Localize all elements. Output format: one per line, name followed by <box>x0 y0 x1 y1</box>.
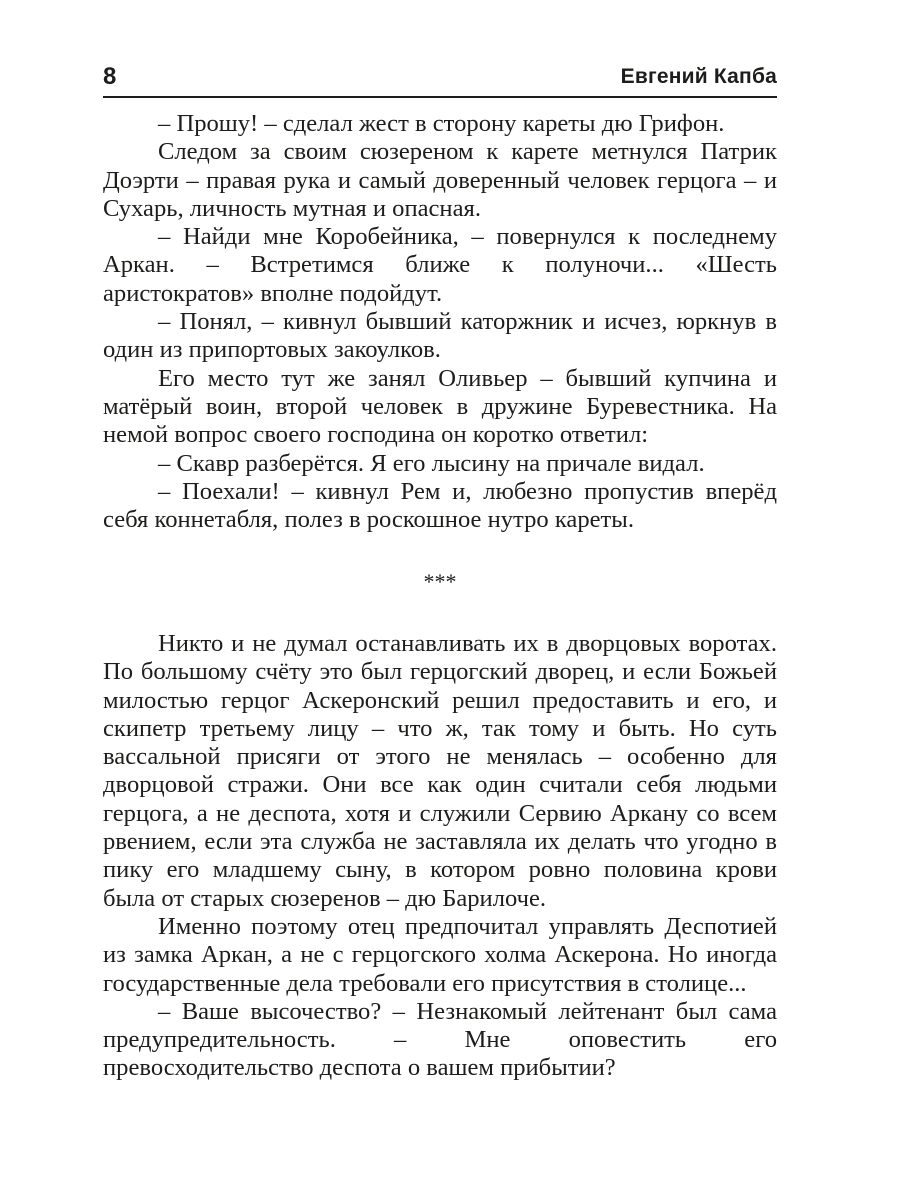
paragraph: Именно поэтому отец предпочитал управлять Деспотией из замка Аркан, а не с герцогского холма Аскерона. Но иногда государственные дела требовали его присутствия в столице... <box>103 912 777 997</box>
paragraph: – Поехали! – кивнул Рем и, любезно пропустив вперёд себя коннетабля, полез в роскошное нутро кареты. <box>103 477 777 534</box>
paragraph: – Ваше высочество? – Незнакомый лейтенант был сама предупредительность. – Мне оповестить его превосходительство деспота о вашем прибытии? <box>103 997 777 1082</box>
paragraph: – Понял, – кивнул бывший каторжник и исчез, юркнув в один из припортовых закоулков. <box>103 308 777 364</box>
text-section-2 <box>103 630 777 1083</box>
paragraph: – Прошу! – сделал жест в сторону кареты дю Грифон. <box>158 110 725 137</box>
page-header <box>103 62 777 98</box>
paragraph: – Найди мне Коробейника, – повернулся к последнему Аркан. – Встретимся ближе к полуночи... «Шесть аристократов» вполне подойдут. <box>103 223 777 307</box>
section-separator: *** <box>423 569 457 594</box>
page-number: 8 <box>103 63 117 90</box>
paragraph: Следом за своим сюзереном к карете метнулся Патрик Доэрти – правая рука и самый доверенный человек герцога – и Сухарь, личность мутная и опасная. <box>103 138 777 222</box>
paragraph: – Скавр разберётся. Я его лысину на причале видал. <box>158 449 705 477</box>
paragraph: Никто и не думал останавливать их в дворцовых воротах. По большому счёту это был герцогский дворец, и если Божьей милостью герцог Аскеронский решил предоставить и его, и скипетр третьему лицу – что ж, так тому и быть. Но суть вассальной присяги от этого не менялась – особенно для дворцовой стражи. Они все как один считали себя людьми герцога, а не деспота, хотя и служили Сервию Аркану со всем рвением, если эта служба не заставляла их делать что угодно в пику его младшему сыну, в котором ровно половина крови была от старых сюзеренов – дю Барилоче. <box>103 630 777 912</box>
paragraph: Его место тут же занял Оливьер – бывший купчина и матёрый воин, второй человек в дружине Буревестника. На немой вопрос своего господина он коротко ответил: <box>103 364 777 449</box>
running-title: Евгений Капба <box>620 65 777 88</box>
text-section-1 <box>103 110 777 534</box>
